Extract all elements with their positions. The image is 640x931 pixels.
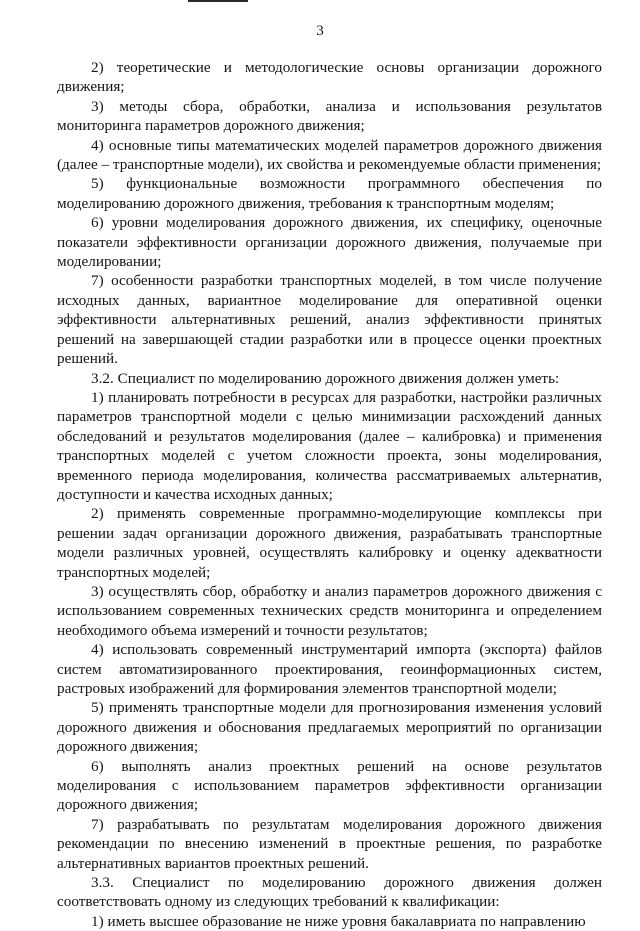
document-body [57, 58, 602, 931]
paragraph-skill-2: 2) применять современные программно-моделирующие комплексы при решении задач организации дорожного движения, разрабатывать транспортные модели различных уровней, осуществлять калибровку и оценку адекватности транспортных моделей; [57, 505, 602, 581]
paragraph-skill-5: 5) применять транспортные модели для прогнозирования изменения условий дорожного движения и обоснования предлагаемых мероприятий по организации дорожного движения; [57, 699, 602, 756]
section-3-2-heading: 3.2. Специалист по моделированию дорожного движения должен уметь: [91, 369, 560, 387]
paragraph-skill-3: 3) осуществлять сбор, обработку и анализ параметров дорожного движения с использованием современных технических средств мониторинга и определением необходимого объема измерений и точности результатов; [57, 582, 602, 639]
paragraph-knowledge-4: 4) основные типы математических моделей параметров дорожного движения (далее – транспортные модели), их свойства и рекомендуемые области применения; [57, 136, 602, 174]
paragraph-knowledge-2: 2) теоретические и методологические основы организации дорожного движения; [57, 59, 602, 96]
paragraph-knowledge-3: 3) методы сбора, обработки, анализа и использования результатов мониторинга параметров дорожного движения; [57, 97, 602, 135]
paragraph-skill-7: 7) разрабатывать по результатам моделирования дорожного движения рекомендации по внесению изменений в проектные решения, по разработке альтернативных вариантов проектных решений. [57, 815, 602, 872]
paragraph-knowledge-7: 7) особенности разработки транспортных моделей, в том числе получение исходных данных, вариантное моделирование для оперативной оценки эффективности альтернативных решений, анализ эффективности принятых решений на завершающей стадии разработки или в процессе оценки проектных решений. [57, 272, 602, 368]
page-number: 3 [316, 23, 324, 39]
paragraph-knowledge-5: 5) функциональные возможности программного обеспечения по моделированию дорожного движения, требования к транспортным моделям; [57, 175, 602, 212]
paragraph-knowledge-6: 6) уровни моделирования дорожного движения, их специфику, оценочные показатели эффективности организации дорожного движения, получаемые при моделировании; [57, 214, 602, 271]
paragraph-skill-6: 6) выполнять анализ проектных решений на основе результатов моделирования с использованием параметров эффективности организации дорожного движения; [57, 757, 602, 814]
paragraph-skill-4: 4) использовать современный инструментарий импорта (экспорта) файлов систем автоматизированного проектирования, геоинформационных систем, растровых изображений для формирования элементов транспортной модели; [57, 641, 602, 697]
top-edge-rule [188, 0, 248, 2]
section-3-3-heading: 3.3. Специалист по моделированию дорожного движения должен соответствовать одному из следующих требований к квалификации: [57, 874, 602, 911]
paragraph-qualification-1: 1) иметь высшее образование не ниже уровня бакалавриата по направлению [91, 912, 586, 930]
paragraph-skill-1: 1) планировать потребности в ресурсах для разработки, настройки различных параметров транспортной модели с целью минимизации расхождений данных обследований и результатов моделирования (далее – калибровка) и применения транспортных моделей с учетом сложности проекта, зоны моделирования, временного периода моделирования, количества рассматриваемых альтернатив, доступности и качества исходных данных; [57, 388, 602, 503]
